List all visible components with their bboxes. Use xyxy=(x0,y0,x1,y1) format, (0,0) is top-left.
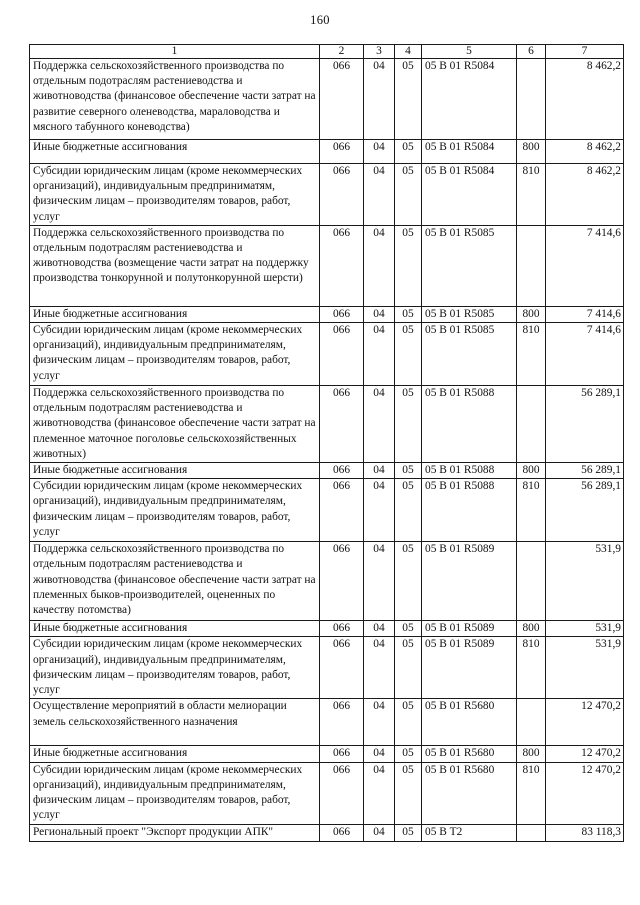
row-name: Поддержка сельскохозяйственного производства по отдельным подотраслям растениеводства и животноводства (возмещение части затрат на поддержку производства тонкорунной и полутонкорунной шерсти) xyxy=(30,225,320,306)
table-row xyxy=(30,386,624,463)
cell-grbs: 066 xyxy=(320,542,364,621)
cell-csr: 05 В 01 R5085 xyxy=(422,323,517,386)
cell-pr: 05 xyxy=(395,323,422,386)
cell-pr: 05 xyxy=(395,59,422,140)
table-row xyxy=(30,621,624,637)
table-row xyxy=(30,746,624,762)
cell-vr: 800 xyxy=(517,140,546,164)
cell-csr: 05 В 01 R5084 xyxy=(422,164,517,226)
cell-grbs: 066 xyxy=(320,323,364,386)
cell-sum: 56 289,1 xyxy=(546,479,624,542)
header-row xyxy=(30,45,624,59)
table-row xyxy=(30,225,624,306)
cell-csr: 05 В 01 R5088 xyxy=(422,479,517,542)
cell-sum: 12 470,2 xyxy=(546,762,624,824)
cell-pr: 05 xyxy=(395,386,422,463)
cell-rz: 04 xyxy=(364,746,395,762)
cell-rz: 04 xyxy=(364,306,395,322)
table-row xyxy=(30,699,624,746)
cell-vr: 810 xyxy=(517,323,546,386)
cell-grbs: 066 xyxy=(320,637,364,699)
cell-vr: 800 xyxy=(517,746,546,762)
cell-grbs: 066 xyxy=(320,762,364,824)
cell-rz: 04 xyxy=(364,479,395,542)
cell-grbs: 066 xyxy=(320,225,364,306)
cell-pr: 05 xyxy=(395,699,422,746)
cell-sum: 56 289,1 xyxy=(546,463,624,479)
row-name: Поддержка сельскохозяйственного производства по отдельным подотраслям растениеводства и животноводства (финансовое обеспечение части затрат на племенных быков-производителей, оцененных по качеству потомства) xyxy=(30,542,320,621)
cell-grbs: 066 xyxy=(320,479,364,542)
cell-pr: 05 xyxy=(395,762,422,824)
cell-grbs: 066 xyxy=(320,164,364,226)
cell-rz: 04 xyxy=(364,140,395,164)
cell-pr: 05 xyxy=(395,225,422,306)
cell-grbs: 066 xyxy=(320,699,364,746)
cell-rz: 04 xyxy=(364,164,395,226)
cell-pr: 05 xyxy=(395,746,422,762)
cell-csr: 05 В Т2 xyxy=(422,824,517,841)
cell-vr xyxy=(517,386,546,463)
cell-csr: 05 В 01 R5084 xyxy=(422,59,517,140)
cell-grbs: 066 xyxy=(320,621,364,637)
table-row xyxy=(30,306,624,322)
row-name: Иные бюджетные ассигнования xyxy=(30,621,320,637)
table-row xyxy=(30,762,624,824)
cell-csr: 05 В 01 R5089 xyxy=(422,621,517,637)
cell-sum: 7 414,6 xyxy=(546,323,624,386)
column-header: 7 xyxy=(546,45,624,59)
row-name: Поддержка сельскохозяйственного производства по отдельным подотраслям растениеводства и животноводства (финансовое обеспечение части затрат на развитие северного оленеводства, мараловодства и мясного табунного коневодства) xyxy=(30,59,320,140)
page-number: 160 xyxy=(310,13,330,27)
row-name: Иные бюджетные ассигнования xyxy=(30,463,320,479)
cell-csr: 05 В 01 R5680 xyxy=(422,746,517,762)
cell-rz: 04 xyxy=(364,542,395,621)
cell-rz: 04 xyxy=(364,621,395,637)
cell-pr: 05 xyxy=(395,479,422,542)
cell-csr: 05 В 01 R5680 xyxy=(422,762,517,824)
row-name: Иные бюджетные ассигнования xyxy=(30,140,320,164)
column-header: 6 xyxy=(517,45,546,59)
cell-rz: 04 xyxy=(364,699,395,746)
column-header: 1 xyxy=(30,45,320,59)
cell-grbs: 066 xyxy=(320,463,364,479)
cell-vr xyxy=(517,824,546,841)
cell-vr: 800 xyxy=(517,621,546,637)
cell-csr: 05 В 01 R5088 xyxy=(422,386,517,463)
row-name: Субсидии юридическим лицам (кроме некоммерческих организаций), индивидуальным предпринимателям, физическим лицам – производителям товаров, работ, услуг xyxy=(30,479,320,542)
cell-grbs: 066 xyxy=(320,59,364,140)
cell-pr: 05 xyxy=(395,306,422,322)
cell-rz: 04 xyxy=(364,59,395,140)
row-name: Поддержка сельскохозяйственного производства по отдельным подотраслям растениеводства и животноводства (финансовое обеспечение части затрат на племенное маточное поголовье сельскохозяйственных животных) xyxy=(30,386,320,463)
cell-rz: 04 xyxy=(364,637,395,699)
cell-csr: 05 В 01 R5089 xyxy=(422,542,517,621)
cell-rz: 04 xyxy=(364,824,395,841)
cell-vr: 810 xyxy=(517,762,546,824)
cell-vr xyxy=(517,699,546,746)
cell-pr: 05 xyxy=(395,637,422,699)
cell-grbs: 066 xyxy=(320,140,364,164)
table-row xyxy=(30,542,624,621)
cell-sum: 7 414,6 xyxy=(546,306,624,322)
cell-vr: 810 xyxy=(517,164,546,226)
table-row xyxy=(30,59,624,140)
cell-grbs: 066 xyxy=(320,306,364,322)
row-name: Субсидии юридическим лицам (кроме некоммерческих организаций), индивидуальным предпринимателям, физическим лицам – производителям товаров, работ, услуг xyxy=(30,323,320,386)
cell-rz: 04 xyxy=(364,225,395,306)
cell-sum: 8 462,2 xyxy=(546,164,624,226)
cell-sum: 12 470,2 xyxy=(546,699,624,746)
cell-grbs: 066 xyxy=(320,824,364,841)
cell-pr: 05 xyxy=(395,164,422,226)
cell-csr: 05 В 01 R5085 xyxy=(422,306,517,322)
cell-rz: 04 xyxy=(364,762,395,824)
cell-csr: 05 В 01 R5084 xyxy=(422,140,517,164)
cell-grbs: 066 xyxy=(320,746,364,762)
cell-vr: 800 xyxy=(517,306,546,322)
cell-vr: 800 xyxy=(517,463,546,479)
cell-sum: 531,9 xyxy=(546,637,624,699)
table-row xyxy=(30,463,624,479)
cell-pr: 05 xyxy=(395,542,422,621)
row-name: Иные бюджетные ассигнования xyxy=(30,746,320,762)
row-name: Осуществление мероприятий в области мелиорации земель сельскохозяйственного назначения xyxy=(30,699,320,746)
cell-rz: 04 xyxy=(364,323,395,386)
cell-pr: 05 xyxy=(395,621,422,637)
table-row xyxy=(30,164,624,226)
row-name: Субсидии юридическим лицам (кроме некоммерческих организаций), индивидуальным предпринимателям, физическим лицам – производителям товаров, работ, услуг xyxy=(30,637,320,699)
cell-vr: 810 xyxy=(517,479,546,542)
cell-sum: 83 118,3 xyxy=(546,824,624,841)
budget-table xyxy=(29,44,624,842)
cell-csr: 05 В 01 R5680 xyxy=(422,699,517,746)
cell-pr: 05 xyxy=(395,140,422,164)
column-header: 5 xyxy=(422,45,517,59)
cell-rz: 04 xyxy=(364,386,395,463)
column-header: 3 xyxy=(364,45,395,59)
row-name: Субсидии юридическим лицам (кроме некоммерческих организаций), индивидуальным предпринимателям, физическим лицам – производителям товаров, работ, услуг xyxy=(30,762,320,824)
cell-sum: 56 289,1 xyxy=(546,386,624,463)
cell-pr: 05 xyxy=(395,824,422,841)
cell-csr: 05 В 01 R5085 xyxy=(422,225,517,306)
cell-csr: 05 В 01 R5088 xyxy=(422,463,517,479)
column-header: 2 xyxy=(320,45,364,59)
table-row xyxy=(30,323,624,386)
cell-csr: 05 В 01 R5089 xyxy=(422,637,517,699)
cell-pr: 05 xyxy=(395,463,422,479)
row-name: Субсидии юридическим лицам (кроме некоммерческих организаций), индивидуальным предприниматям, физическим лицам – производителям товаров, работ, услуг xyxy=(30,164,320,226)
cell-vr: 810 xyxy=(517,637,546,699)
table-row xyxy=(30,824,624,841)
cell-grbs: 066 xyxy=(320,386,364,463)
cell-sum: 8 462,2 xyxy=(546,59,624,140)
cell-vr xyxy=(517,225,546,306)
column-header: 4 xyxy=(395,45,422,59)
table-row xyxy=(30,479,624,542)
cell-vr xyxy=(517,59,546,140)
cell-sum: 531,9 xyxy=(546,542,624,621)
table-row xyxy=(30,140,624,164)
table-row xyxy=(30,637,624,699)
row-name: Иные бюджетные ассигнования xyxy=(30,306,320,322)
row-name: Региональный проект "Экспорт продукции АПК" xyxy=(30,824,320,841)
cell-vr xyxy=(517,542,546,621)
cell-sum: 531,9 xyxy=(546,621,624,637)
cell-sum: 8 462,2 xyxy=(546,140,624,164)
cell-sum: 12 470,2 xyxy=(546,746,624,762)
cell-rz: 04 xyxy=(364,463,395,479)
cell-sum: 7 414,6 xyxy=(546,225,624,306)
